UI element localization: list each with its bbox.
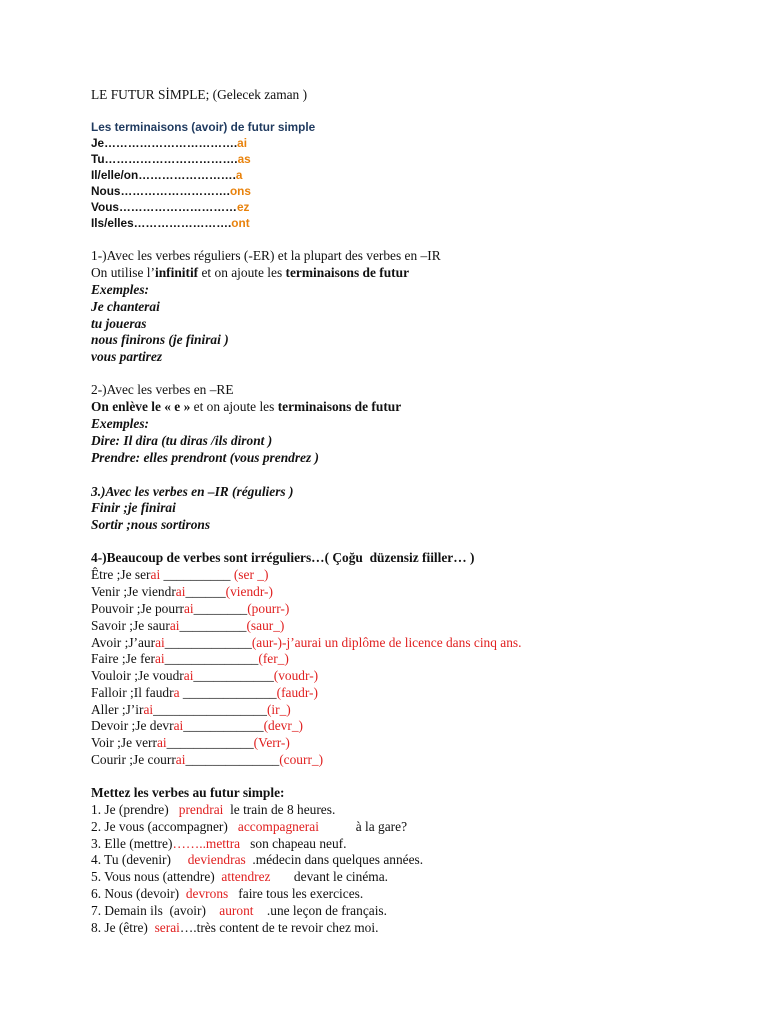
exercise-item <box>91 903 387 919</box>
blank-line: ______________ <box>185 752 280 767</box>
irregular-verb-row <box>91 685 318 701</box>
irregular-verb-row <box>91 752 323 768</box>
blank-line: __________ <box>179 618 247 633</box>
ending-pronoun: Vous………………………… <box>91 200 237 214</box>
exercise-item <box>91 819 407 835</box>
verb-stem: Falloir ;Il faudr <box>91 685 174 700</box>
exercise-prompt: 2. Je vous (accompagner) <box>91 819 238 834</box>
irregular-verb-row <box>91 735 290 751</box>
stem-hint: (ser _) <box>233 567 269 582</box>
verb-ending: ai <box>173 718 184 733</box>
blank-line: _________________ <box>153 702 267 717</box>
verb-stem: Devoir ;Je devr <box>91 718 174 733</box>
verb-stem: Aller ;J’ir <box>91 702 144 717</box>
exercise-rest: ….très content de te revoir chez moi. <box>179 920 379 935</box>
examples-label: Exemples: <box>91 416 150 431</box>
blank-line: _____________ <box>164 635 252 650</box>
exercise-rest: .une leçon de français. <box>253 903 387 918</box>
exercise-item <box>91 836 346 852</box>
irregular-verb-row <box>91 651 289 667</box>
example-line: Dire: Il dira (tu diras /ils diront ) <box>91 433 273 448</box>
page-title: LE FUTUR SİMPLE; (Gelecek zaman ) <box>91 87 308 102</box>
irregular-verb-row <box>91 718 303 734</box>
rule-bold: On enlève le « e » <box>91 399 191 414</box>
blank-line: ______________ <box>179 685 277 700</box>
example-line: Sortir ;nous sortirons <box>91 517 211 532</box>
verb-ending: ai <box>143 702 154 717</box>
section-1-rule <box>91 265 409 281</box>
ending-row <box>91 167 242 183</box>
exercise-rest: son chapeau neuf. <box>240 836 347 851</box>
ending-suffix: ai <box>237 136 248 150</box>
stem-hint: (faudr-) <box>276 685 318 700</box>
exercise-answer: auront <box>219 903 254 918</box>
endings-heading: Les terminaisons (avoir) de futur simple <box>91 120 316 134</box>
irregular-verb-row <box>91 601 289 617</box>
verb-ending: ai <box>154 651 165 666</box>
verb-ending: ai <box>155 635 165 650</box>
example-line: Je chanterai <box>91 299 160 314</box>
verb-stem: Faire ;Je fer <box>91 651 155 666</box>
verb-ending: ai <box>183 668 194 683</box>
ending-suffix: as <box>237 152 251 166</box>
exercise-heading: Mettez les verbes au futur simple: <box>91 785 285 800</box>
example-line: Finir ;je finirai <box>91 500 176 515</box>
irregular-verb-row <box>91 618 284 634</box>
section-4-heading: 4-)Beaucoup de verbes sont irréguliers…( Çoğu düzensiz fiiller… ) <box>91 550 475 565</box>
irregular-verb-row <box>91 702 291 718</box>
exercise-prompt: 1. Je (prendre) <box>91 802 179 817</box>
ending-suffix: ont <box>231 216 250 230</box>
blank-line: ____________ <box>183 718 264 733</box>
section-1-heading: 1-)Avec les verbes réguliers (-ER) et la plupart des verbes en –IR <box>91 248 441 263</box>
verb-stem: Savoir ;Je saur <box>91 618 170 633</box>
verb-stem: Vouloir ;Je voudr <box>91 668 184 683</box>
blank-line: ______________ <box>164 651 259 666</box>
exercise-prompt: 8. Je (être) <box>91 920 155 935</box>
verb-ending: ai <box>150 567 161 582</box>
verb-stem: Courir ;Je courr <box>91 752 176 767</box>
section-2-rule <box>91 399 401 415</box>
stem-hint: (viendr-) <box>225 584 273 599</box>
verb-stem: Avoir ;J’aur <box>91 635 156 650</box>
verb-ending: ai <box>175 584 186 599</box>
verb-ending: ai <box>183 601 194 616</box>
blank-line: ________ <box>193 601 248 616</box>
ending-pronoun: Nous………………………. <box>91 184 230 198</box>
stem-hint: (Verr-) <box>253 735 290 750</box>
exercise-item <box>91 869 388 885</box>
verb-stem: Être ;Je ser <box>91 567 151 582</box>
example-line: Prendre: elles prendront (vous prendrez ) <box>91 450 320 465</box>
ending-row <box>91 199 249 215</box>
stem-hint: (courr_) <box>279 752 324 767</box>
ending-pronoun: Il/elle/on……………………. <box>91 168 236 182</box>
blank-line: ____________ <box>193 668 274 683</box>
ending-suffix: ons <box>229 184 251 198</box>
verb-stem: Pouvoir ;Je pourr <box>91 601 184 616</box>
exercise-prompt: 3. Elle (mettre) <box>91 836 173 851</box>
stem-hint: (ir_) <box>266 702 291 717</box>
example-line: vous partirez <box>91 349 163 364</box>
verb-stem: Voir ;Je verr <box>91 735 157 750</box>
irregular-verb-row <box>91 584 273 600</box>
verb-stem: Venir ;Je viendr <box>91 584 176 599</box>
ending-suffix: ez <box>236 200 250 214</box>
exercise-answer: serai <box>154 920 180 935</box>
examples-label: Exemples: <box>91 282 150 297</box>
exercise-rest: le train de 8 heures. <box>223 802 336 817</box>
ending-pronoun: Je……………………………. <box>91 136 238 150</box>
rule-bold: terminaisons de futur <box>277 399 402 414</box>
blank-line: __________ <box>160 567 234 582</box>
exercise-rest: .médecin dans quelques années. <box>245 852 424 867</box>
exercise-prompt: 7. Demain ils (avoir) <box>91 903 220 918</box>
stem-hint: (devr_) <box>263 718 303 733</box>
exercise-rest: devant le cinéma. <box>270 869 388 884</box>
ending-row <box>91 215 250 231</box>
exercise-rest: faire tous les exercices. <box>228 886 364 901</box>
exercise-answer: accompagnerai <box>237 819 319 834</box>
verb-ending: ai <box>169 618 180 633</box>
exercise-item <box>91 852 423 868</box>
stem-hint: (fer_) <box>258 651 289 666</box>
exercise-answer: ……..mettra <box>172 836 241 851</box>
verb-ending: ai <box>156 735 167 750</box>
irregular-verb-row <box>91 668 318 684</box>
exercise-answer: attendrez <box>221 869 271 884</box>
exercise-prompt: 4. Tu (devenir) <box>91 852 188 867</box>
blank-line: _____________ <box>166 735 254 750</box>
blank-line: ______ <box>185 584 226 599</box>
stem-hint: (aur-)-j’aurai un diplôme de licence dans cinq ans. <box>251 635 522 650</box>
stem-hint: (saur_) <box>246 618 285 633</box>
rule-text: On utilise l’ <box>91 265 155 280</box>
ending-row <box>91 151 251 167</box>
ending-row <box>91 135 247 151</box>
exercise-item <box>91 802 335 818</box>
stem-hint: (voudr-) <box>273 668 319 683</box>
verb-ending: ai <box>175 752 186 767</box>
rule-bold: terminaisons de futur <box>285 265 410 280</box>
ending-row <box>91 183 251 199</box>
exercise-item <box>91 886 363 902</box>
exercise-prompt: 6. Nous (devoir) <box>91 886 186 901</box>
exercise-prompt: 5. Vous nous (attendre) <box>91 869 222 884</box>
irregular-verb-row <box>91 635 521 651</box>
rule-text: et on ajoute les <box>198 265 286 280</box>
section-3-heading: 3.)Avec les verbes en –IR (réguliers ) <box>91 484 294 499</box>
ending-suffix: a <box>235 168 243 182</box>
example-line: tu joueras <box>91 316 147 331</box>
ending-pronoun: Tu……………………………. <box>91 152 238 166</box>
irregular-verb-row <box>91 567 268 583</box>
rule-bold: infinitif <box>154 265 199 280</box>
exercise-answer: prendrai <box>178 802 224 817</box>
exercise-rest: à la gare? <box>318 819 408 834</box>
ending-pronoun: Ils/elles……………………. <box>91 216 232 230</box>
exercise-answer: devrons <box>185 886 229 901</box>
stem-hint: (pourr-) <box>247 601 290 616</box>
exercise-answer: deviendras <box>187 852 246 867</box>
exercise-item <box>91 920 378 936</box>
example-line: nous finirons (je finirai ) <box>91 332 229 347</box>
verb-ending: a <box>173 685 180 700</box>
section-2-heading: 2-)Avec les verbes en –RE <box>91 382 234 397</box>
rule-text: et on ajoute les <box>190 399 278 414</box>
